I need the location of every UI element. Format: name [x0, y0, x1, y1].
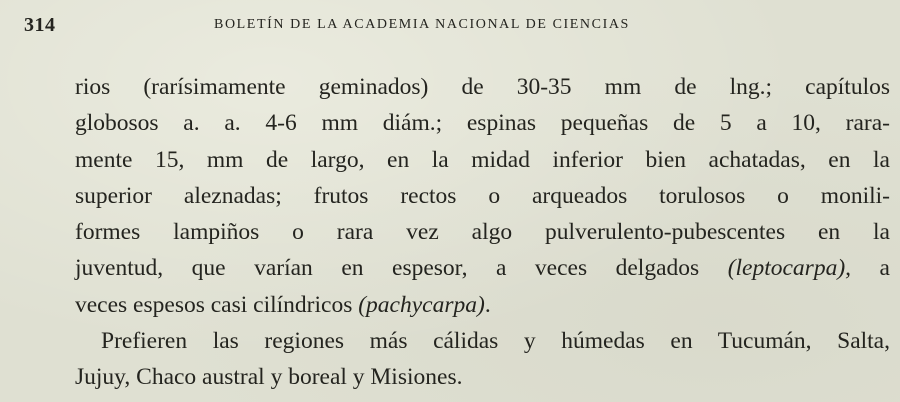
page-number: 314 [24, 14, 56, 36]
text-line: formes lampiños o rara vez algo pulverulento-pubescentes en la [75, 219, 890, 246]
text-segment: . [484, 291, 491, 318]
page-header [24, 14, 876, 36]
text-line [75, 250, 890, 286]
running-head: BOLETÍN DE LA ACADEMIA NACIONAL DE CIENCIAS [214, 17, 630, 32]
text-line: rios (rarísimamente geminados) de 30-35 mm de lng.; capítulos [75, 74, 890, 100]
text-line: Prefieren las regiones más cálidas y húmedas en Tucumán, Salta, [101, 328, 890, 355]
text-line [75, 287, 890, 323]
text-line: Jujuy, Chaco austral y boreal y Misiones. [75, 364, 463, 391]
body-text [75, 69, 890, 396]
text-line: globosos a. a. 4-6 mm diám.; espinas pequeñas de 5 a 10, rara- [75, 110, 890, 137]
italic-term-pachycarpa: (pachycarpa) [358, 291, 485, 318]
italic-term-leptocarpa: (leptocarpa), [727, 255, 852, 282]
text-segment: veces espesos casi cilíndricos [75, 291, 359, 318]
text-segment: juventud, que varían en espesor, a veces delgados [75, 255, 728, 282]
text-segment: a [851, 255, 890, 282]
text-line: superior aleznadas; frutos rectos o arqueados torulosos o monili- [75, 182, 890, 209]
text-line: mente 15, mm de largo, en la midad inferior bien achatadas, en la [75, 146, 890, 173]
